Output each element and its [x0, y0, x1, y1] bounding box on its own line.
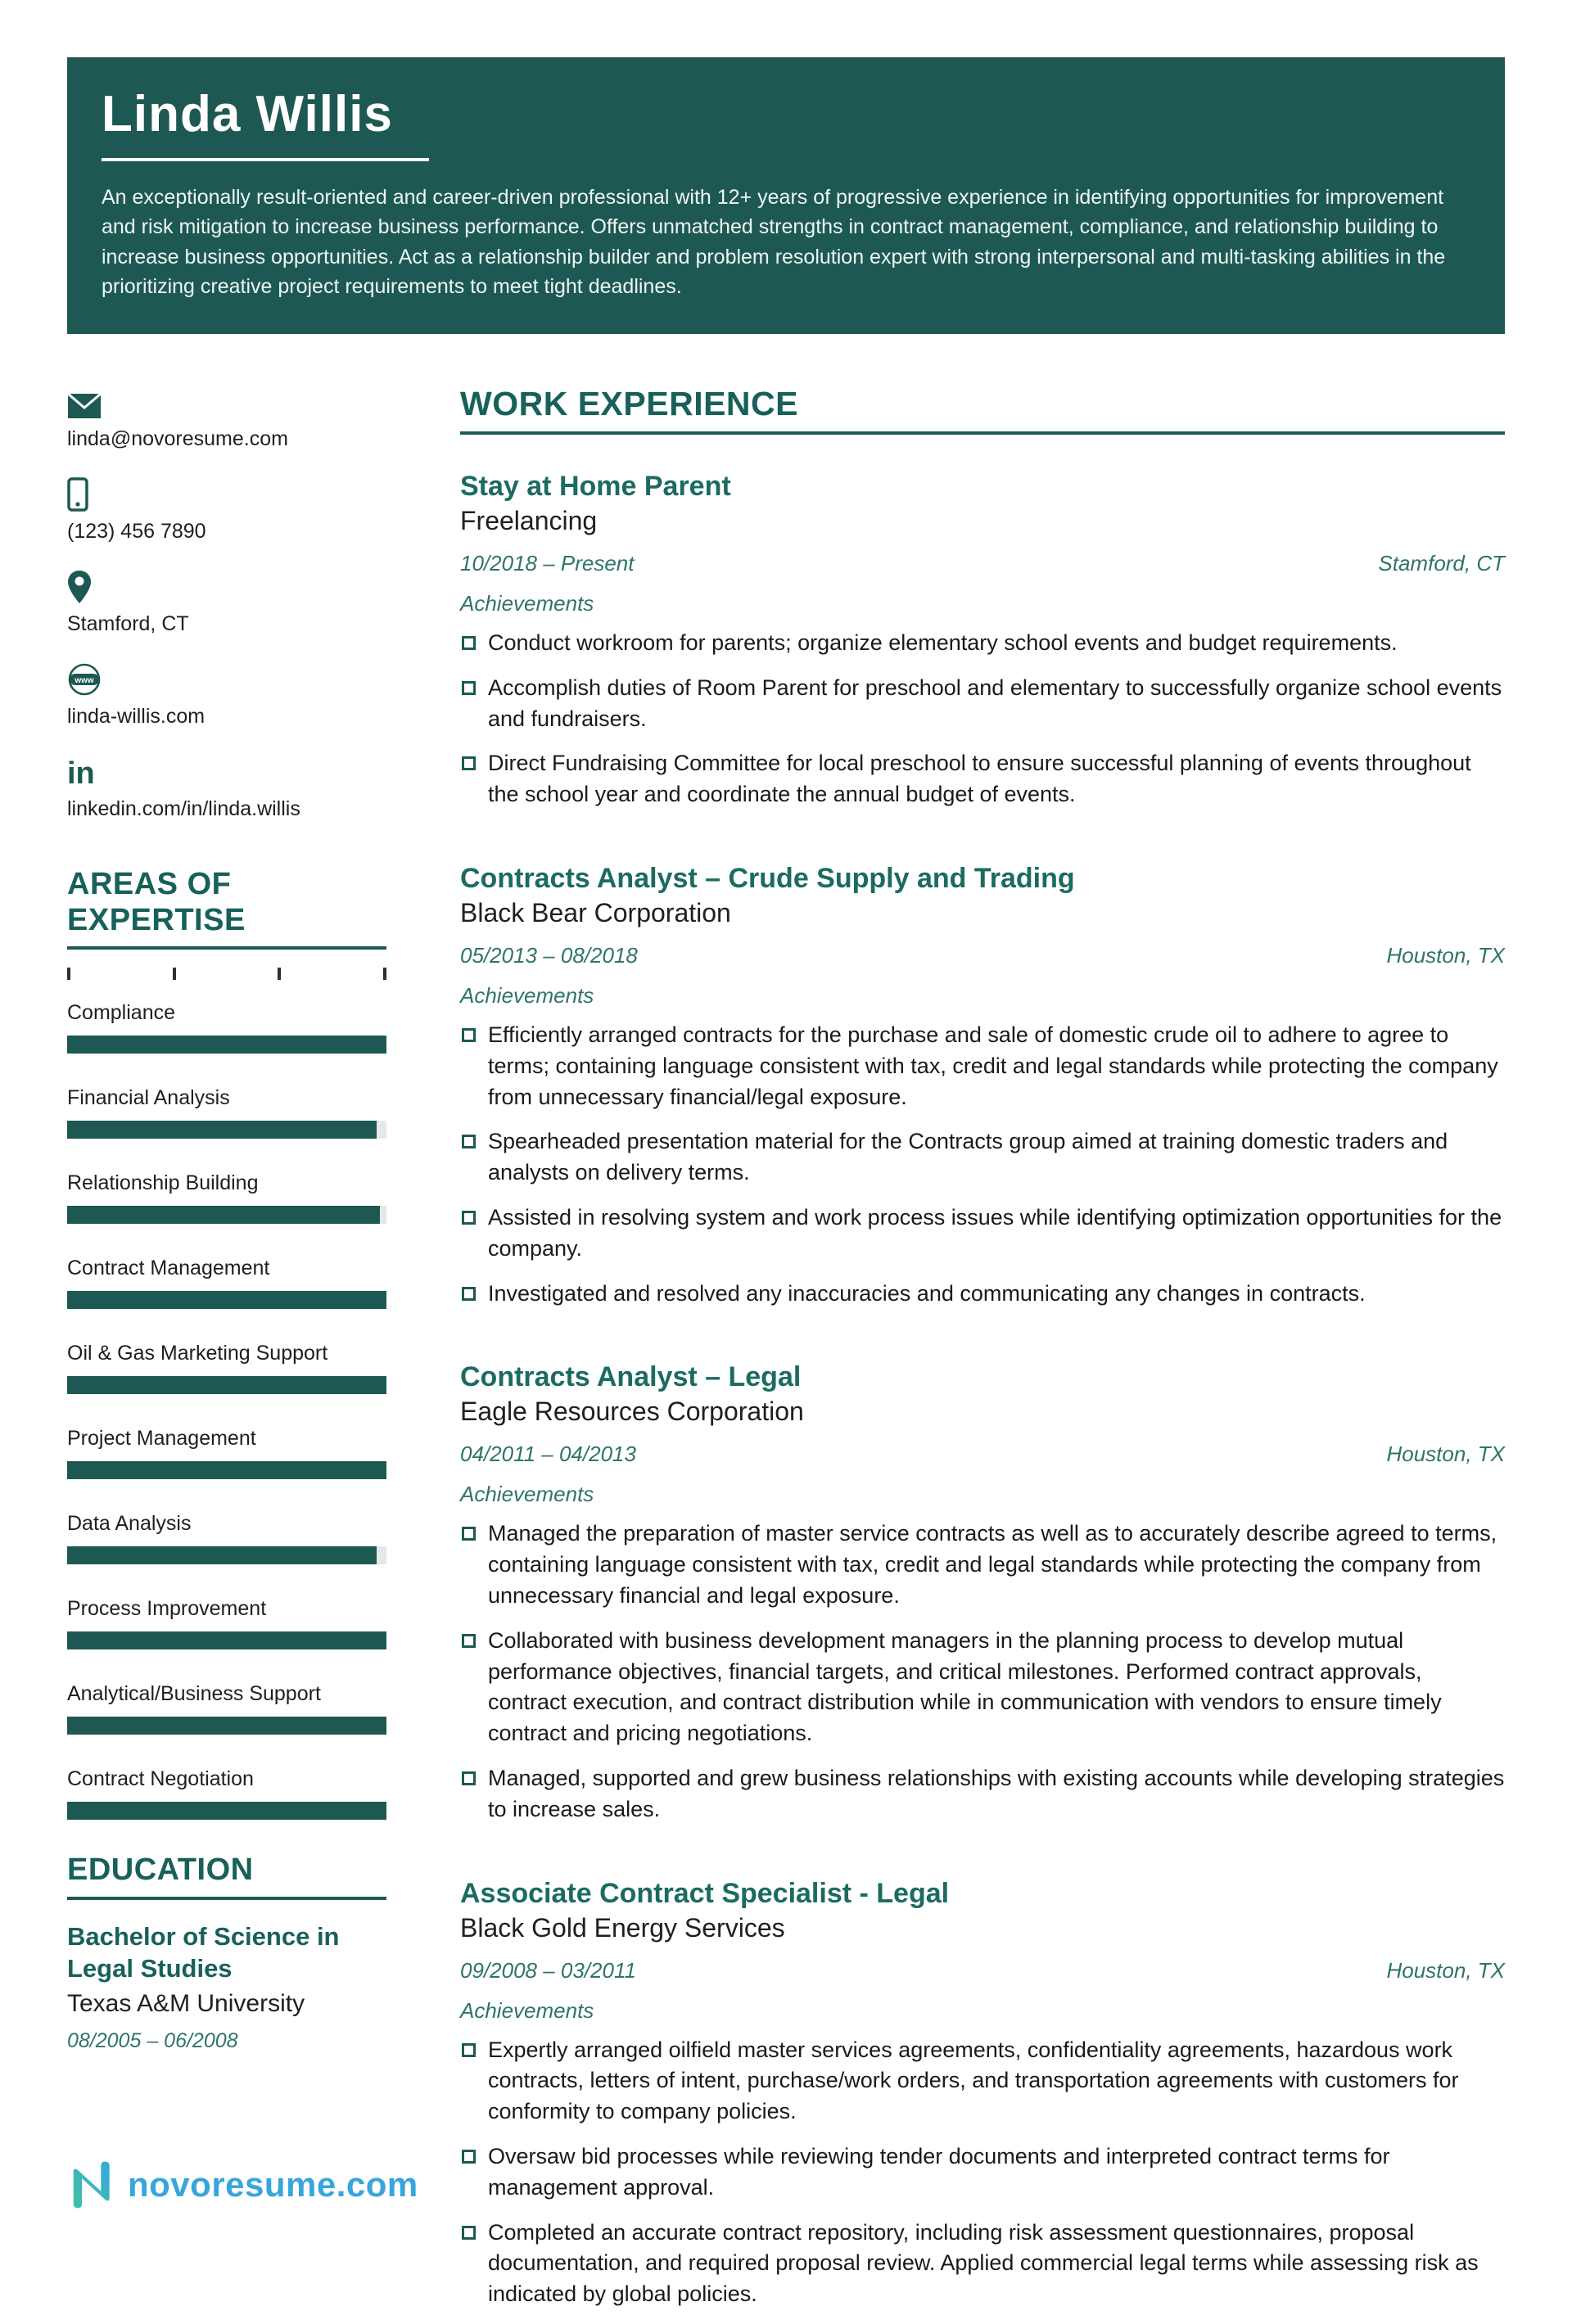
education-dates: 08/2005 – 06/2008 [67, 2028, 238, 2052]
job-title: Contracts Analyst – Crude Supply and Trading [460, 862, 1075, 894]
achievement-bullet: Conduct workroom for parents; organize elementary school events and budget requirements. [460, 628, 1505, 659]
job-entry [460, 471, 1505, 810]
skill-label: Oil & Gas Marketing Support [67, 1342, 328, 1365]
job-company: Freelancing [460, 506, 598, 535]
linkedin-value[interactable]: linkedin.com/in/linda.willis [67, 797, 300, 820]
degree-title: Bachelor of Science in Legal Studies [67, 1922, 340, 1983]
job-title: Associate Contract Specialist - Legal [460, 1877, 950, 1909]
work-experience-underline [460, 431, 1505, 435]
job-company: Eagle Resources Corporation [460, 1397, 804, 1427]
job-company: Black Gold Energy Services [460, 1912, 785, 1943]
job-dates: 04/2011 – 04/2013 [460, 1442, 636, 1467]
achievement-bullet: Expertly arranged oilfield master services agreements, confidentiality agreements, hazardous work contracts, letters of intent, purchase/work orders, and transportation agreements with customers for conformity to company policies. [460, 2035, 1505, 2128]
achievements-label: Achievements [460, 591, 594, 616]
footer [67, 2159, 418, 2210]
job-location: Stamford, CT [1378, 551, 1505, 575]
skill-track [67, 1631, 386, 1649]
job-title: Stay at Home Parent [460, 471, 731, 502]
achievement-list [460, 1020, 1505, 1309]
skill-item [67, 1171, 386, 1224]
achievement-bullet: Collaborated with business development managers in the planning process to develop mutual performance objectives, financial targets, and critical milestones. Performed contract approvals, contract execution, and contract distribution while in communication with vendors to ensure timely contract and pricing negotiations. [460, 1626, 1505, 1749]
contact-phone [67, 477, 386, 544]
skill-bar [67, 1546, 377, 1564]
name-underline [102, 158, 429, 161]
skill-bar [67, 1802, 386, 1820]
website-value[interactable]: linda-willis.com [67, 705, 206, 728]
person-name: Linda Willis [102, 86, 393, 142]
expertise-underline [67, 946, 386, 950]
skill-bar [67, 1631, 386, 1649]
achievement-bullet: Accomplish duties of Room Parent for preschool and elementary to successfully organize school events and fundraisers. [460, 673, 1505, 735]
skill-label: Contract Negotiation [67, 1767, 254, 1791]
skill-label: Financial Analysis [67, 1086, 230, 1110]
achievement-bullet: Managed the preparation of master service contracts as well as to accurately describe agreed to terms, containing language consistent with tax, credit and legal standards while protecting the company from unnecessary financial and legal exposure. [460, 1518, 1505, 1611]
sidebar [67, 385, 386, 2053]
profile-summary: An exceptionally result-oriented and career-driven professional with 12+ years of progressive experience in identifying opportunities for improvement and risk mitigation to increase business performance. Offers unmatched strengths in contract management, compliance, and relationship building to increase business opportunities. Act as a relationship builder and problem resolution expert with strong interpersonal and multi-tasking abilities in the prioritizing creative project requirements to meet tight deadlines. [102, 186, 1446, 298]
location-value: Stamford, CT [67, 612, 189, 635]
scale-tick [383, 968, 386, 980]
skill-item [67, 1257, 386, 1309]
job-location: Houston, TX [1386, 1442, 1505, 1467]
expertise-section [67, 867, 386, 1820]
skill-track [67, 1546, 386, 1564]
contact-website [67, 662, 386, 729]
skill-track [67, 1121, 386, 1139]
job-entry [460, 1361, 1505, 1825]
skill-item [67, 1597, 386, 1649]
brand-link[interactable]: novoresume.com [128, 2165, 418, 2204]
novoresume-logo-icon [67, 2159, 118, 2210]
job-entry [460, 1878, 1505, 2310]
skill-bar [67, 1036, 386, 1054]
email-value[interactable]: linda@novoresume.com [67, 427, 288, 450]
work-experience-heading: WORK EXPERIENCE [460, 385, 798, 422]
job-dates: 05/2013 – 08/2018 [460, 942, 638, 968]
skill-item [67, 1427, 386, 1479]
skill-item [67, 1001, 386, 1054]
skill-label: Relationship Building [67, 1171, 259, 1195]
achievement-list [460, 2035, 1505, 2310]
job-entry [460, 863, 1505, 1309]
achievement-bullet: Managed, supported and grew business relationships with existing accounts while developing strategies to increase sales. [460, 1763, 1505, 1825]
education-underline [67, 1897, 386, 1900]
linkedin-icon: in [67, 756, 95, 791]
skill-bar [67, 1291, 386, 1309]
skill-track [67, 1802, 386, 1820]
phone-value: (123) 456 7890 [67, 520, 206, 543]
job-dates: 09/2008 – 03/2011 [460, 1957, 636, 1983]
job-company: Black Bear Corporation [460, 897, 731, 927]
skill-bar [67, 1206, 380, 1224]
contact-location [67, 570, 386, 636]
achievements-label: Achievements [460, 982, 594, 1008]
skill-item [67, 1512, 386, 1564]
skill-item [67, 1682, 386, 1735]
achievement-bullet: Efficiently arranged contracts for the purchase and sale of domestic crude oil to adhere to agree to terms; containing language consistent with tax, credit and legal standards while protecting the company from unnecessary financial/legal exposure. [460, 1020, 1505, 1112]
phone-icon [67, 477, 386, 512]
skill-track [67, 1717, 386, 1735]
contact-email [67, 385, 386, 451]
achievement-list [460, 1518, 1505, 1825]
header [67, 57, 1505, 334]
scale-tick [278, 968, 281, 980]
globe-www-icon [67, 662, 386, 697]
achievement-list [460, 628, 1505, 810]
scale-tick [67, 968, 70, 980]
skill-track [67, 1036, 386, 1054]
skill-track [67, 1461, 386, 1479]
achievement-bullet: Spearheaded presentation material for the Contracts group aimed at training domestic traders and analysts on delivery terms. [460, 1126, 1505, 1189]
skill-bar [67, 1717, 386, 1735]
skill-bar [67, 1376, 386, 1394]
skill-label: Compliance [67, 1001, 176, 1025]
skill-item [67, 1342, 386, 1394]
achievement-bullet: Assisted in resolving system and work process issues while identifying optimization opportunities for the company. [460, 1203, 1505, 1265]
achievement-bullet: Direct Fundraising Committee for local preschool to ensure successful planning of events throughout the school year and coordinate the annual budget of events. [460, 748, 1505, 810]
location-pin-icon [67, 570, 386, 604]
skill-bar [67, 1121, 377, 1139]
skill-label: Analytical/Business Support [67, 1682, 321, 1706]
job-title: Contracts Analyst – Legal [460, 1361, 802, 1393]
education-section [67, 1852, 386, 2052]
achievements-label: Achievements [460, 1997, 594, 2023]
achievements-label: Achievements [460, 1482, 594, 1507]
skill-bar [67, 1461, 386, 1479]
job-dates: 10/2018 – Present [460, 551, 635, 575]
skill-item [67, 1086, 386, 1139]
skill-scale-ticks [67, 968, 386, 980]
achievement-bullet: Completed an accurate contract repository, including risk assessment questionnaires, proposal documentation, and required proposal review. Applied commercial legal terms while assessing risk as indicated by global policies. [460, 2218, 1505, 2310]
skill-label: Process Improvement [67, 1597, 267, 1621]
skill-track [67, 1291, 386, 1309]
job-location: Houston, TX [1386, 1957, 1505, 1983]
contact-linkedin [67, 755, 386, 821]
achievement-bullet: Investigated and resolved any inaccuracies and communicating any changes in contracts. [460, 1279, 1505, 1310]
achievement-bullet: Oversaw bid processes while reviewing tender documents and interpreted contract terms for management approval. [460, 2141, 1505, 2204]
skill-label: Data Analysis [67, 1512, 192, 1536]
skill-label: Contract Management [67, 1257, 270, 1280]
svg-text:www: www [75, 676, 94, 685]
skill-track [67, 1376, 386, 1394]
skill-track [67, 1206, 386, 1224]
skill-label: Project Management [67, 1427, 256, 1451]
work-experience-section [460, 385, 1505, 2324]
skill-item [67, 1767, 386, 1820]
scale-tick [173, 968, 176, 980]
school-name: Texas A&M University [67, 1989, 305, 2017]
expertise-heading: AREAS OF EXPERTISE [67, 867, 246, 937]
envelope-icon [67, 385, 386, 419]
education-heading: EDUCATION [67, 1852, 254, 1888]
job-location: Houston, TX [1386, 942, 1505, 968]
